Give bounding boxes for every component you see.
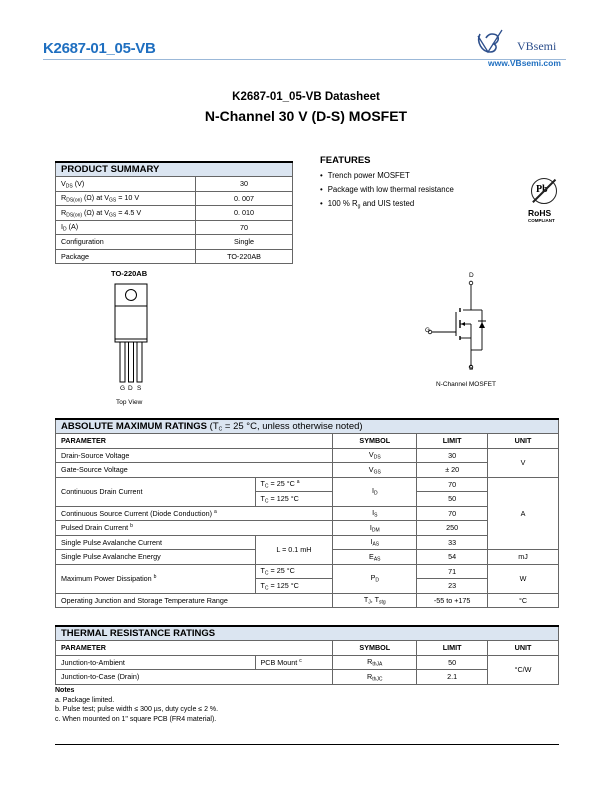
features-list (320, 155, 454, 213)
note-item: b. Pulse test; pulse width ≤ 300 µs, duty cycle ≤ 2 %. (55, 706, 219, 713)
package-label: TO-220AB (111, 269, 148, 278)
footer-rule (55, 744, 559, 745)
table-row: Drain-Source Voltage $V_{DS}$ 30 V (56, 448, 559, 463)
amr-heading: ABSOLUTE MAXIMUM RATINGS ($T_C = 25$ °C, unless otherwise noted) (56, 419, 559, 434)
mosfet-caption: N-Channel MOSFET (436, 381, 496, 388)
source-label: S (469, 365, 474, 372)
logo-wordmark: VBsemi (517, 39, 557, 53)
pb-symbol: Pb (536, 184, 548, 195)
table-row: $T_C = 125$ °C 50 (56, 492, 559, 507)
list-item: • Trench power MOSFET (320, 171, 454, 185)
table-row: Single Pulse Avalanche Energy $E_{AS}$ 54 mJ (56, 550, 559, 565)
datasheet-title: K2687-01_05-VB Datasheet (232, 91, 380, 103)
list-item: • 100 % $R_g$ and UIS tested (320, 199, 454, 213)
table-row: Package TO-220AB (56, 249, 293, 264)
table-row: Junction-to-Case (Drain) $R_{thJC}$ 2.1 (56, 670, 559, 685)
thermal-resistance-table (55, 625, 559, 685)
rohs-label: RoHS (528, 208, 552, 218)
note-item: a. Package limited. (55, 696, 115, 704)
pin-label-g: G (120, 385, 126, 392)
table-row: Gate-Source Voltage $V_{GS}$ ± 20 (56, 463, 559, 478)
table-row: Configuration Single (56, 235, 293, 250)
mosfet-schematic-icon (420, 270, 500, 380)
to220-package-icon (108, 282, 153, 384)
rohs-compliant: COMPLIANT (528, 218, 555, 223)
product-summary-heading: PRODUCT SUMMARY (56, 162, 293, 177)
table-row: Continuous Source Current (Diode Conduction) $^a$ $I_S$ 70 (56, 506, 559, 521)
table-row: Continuous Drain Current $T_C = 25$ °C $^a$ $I_D$ 70 A (56, 477, 559, 492)
part-number-title: K2687-01_05-VB (43, 40, 156, 57)
table-row: $V_{DS}$ (V) 30 (56, 177, 293, 192)
device-subtitle: N-Channel 30 V (D-S) MOSFET (204, 108, 408, 124)
table-row: $R_{DS(on)}$ (Ω) at $V_{GS} = 10$ V 0. 007 (56, 191, 293, 206)
absolute-maximum-ratings-table (55, 418, 559, 608)
features-heading: FEATURES (320, 155, 371, 166)
list-item: • Package with low thermal resistance (320, 185, 454, 199)
table-row: $T_C = 125$ °C 23 (56, 579, 559, 594)
table-row: Maximum Power Dissipation $^b$ $T_C = 25$ °C $P_D$ 71 W (56, 564, 559, 579)
product-summary-table (55, 161, 293, 264)
trr-heading: THERMAL RESISTANCE RATINGS (56, 626, 559, 641)
gate-label: G (425, 327, 431, 334)
top-view-caption: Top View (116, 399, 143, 406)
drain-label: D (469, 272, 474, 279)
note-item: c. When mounted on 1" square PCB (FR4 material). (55, 715, 217, 723)
table-row: Single Pulse Avalanche Current L = 0.1 mH $I_{AS}$ 33 (56, 535, 559, 550)
table-row: Pulsed Drain Current $^b$ $I_{DM}$ 250 (56, 521, 559, 536)
website-link[interactable]: www.VBsemi.com (488, 58, 561, 68)
table-row: Operating Junction and Storage Temperature Range $T_J$, $T_{stg}$ -55 to +175 °C (56, 593, 559, 608)
table-header-row: PARAMETER SYMBOL LIMIT UNIT (56, 434, 559, 449)
pin-label-s: S (137, 385, 142, 392)
table-row: Junction-to-Ambient PCB Mount $^c$ $R_{thJA}$ 50 °C/W (56, 655, 559, 670)
table-header-row: PARAMETER SYMBOL LIMIT UNIT (56, 641, 559, 656)
table-row: $R_{DS(on)}$ (Ω) at $V_{GS} = 4.5$ V 0. 010 (56, 206, 293, 221)
pin-label-d: D (128, 385, 133, 392)
notes-section (55, 686, 218, 724)
notes-heading: Notes (55, 687, 75, 694)
table-row: $I_D$ (A) 70 (56, 220, 293, 235)
